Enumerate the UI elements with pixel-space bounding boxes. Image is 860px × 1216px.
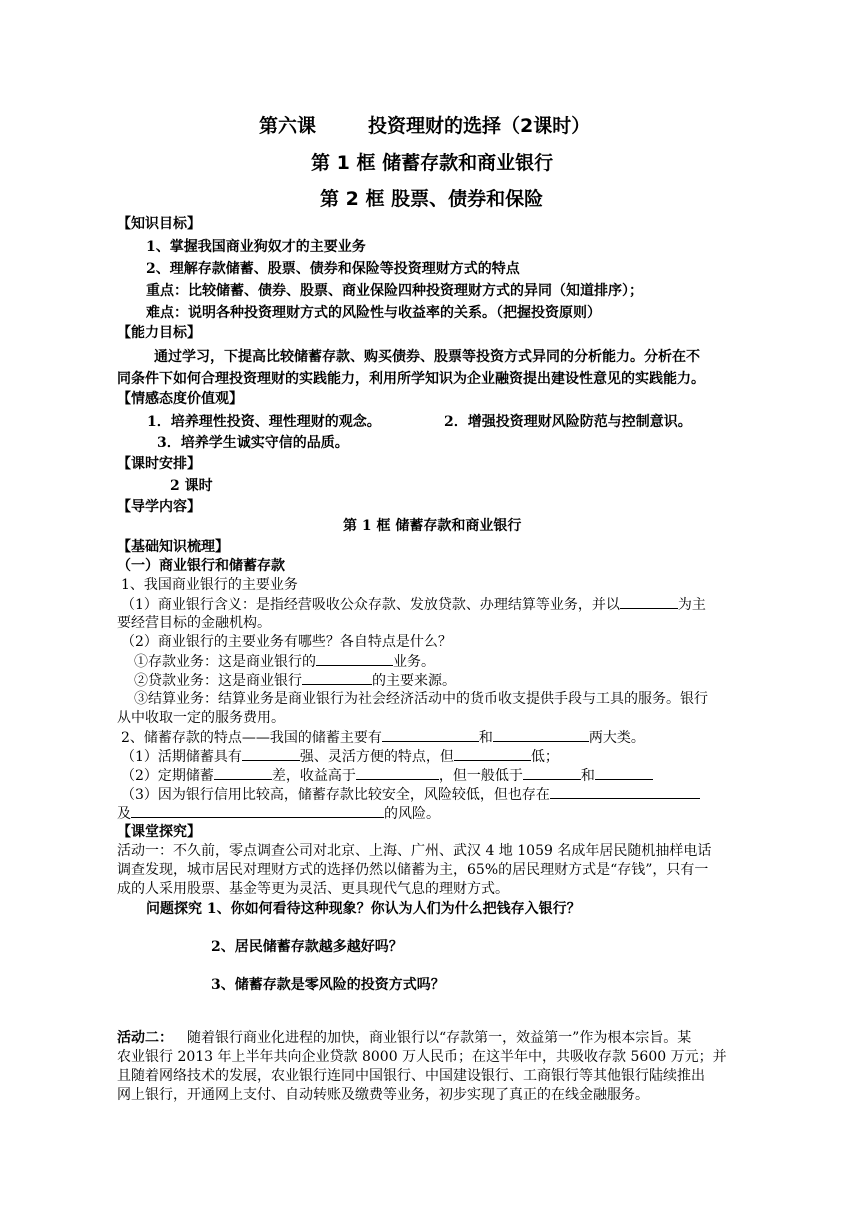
ability-line-2: 同条件下如何合理投资理财的实践能力，利用所学知识为企业融资提出建设性意见的实践能力。 [117,371,705,387]
emotion-item-1: 1．培养理性投资、理性理财的观念。 [147,414,381,430]
difficulty-point: 难点：说明各种投资理财方式的风险性与收益率的关系。（把握投资原则） [146,305,601,321]
basics-line-6: ②贷款业务：这是商业银行 的主要来源。 [134,673,456,689]
basics-part-1: （一）商业银行和储蓄存款 [117,558,285,574]
frame1-title: 第 1 框 储蓄存款和商业银行 [311,152,554,174]
emotion-item-2: 2．增强投资理财风险防范与控制意识。 [444,414,692,430]
activity2-line-4: 网上银行，开通网上支付、自动转账及缴费等业务，初步实现了真正的在线金融服务。 [117,1087,649,1103]
frame2-title: 第 2 框 股票、债券和保险 [320,188,544,210]
fill-blank [356,766,439,780]
emotion-item-3: 3．培养学生诚实守信的品质。 [157,435,349,451]
key-point: 重点：比较储蓄、债券、股票、商业保险四种投资理财方式的异同（知道排序）； [146,283,643,299]
activity1-line-3: 成的人采用股票、基金等更为灵活、更具现代气息的理财方式。 [117,881,509,897]
knowledge-item-2: 2、理解存款储蓄、股票、债券和保险等投资理财方式的特点 [146,261,520,277]
emotion-header: 【情感态度价值观】 [117,391,243,407]
fill-blank [620,595,678,609]
basics-line-9: 2、储蓄存款的特点——我国的储蓄主要有 和 两大类。 [121,730,645,746]
basics-line-5: ①存款业务：这是商业银行的 业务。 [134,654,435,670]
basics-line-1: 1、我国商业银行的主要业务 [121,577,298,593]
schedule-value: 2 课时 [170,478,213,494]
fill-blank [550,785,700,799]
fill-blank [595,766,653,780]
basics-line-11: （2）定期储蓄 差，收益高于 ，但一般低于 和 [121,766,653,785]
activity2-line-1: 活动二： 随着银行商业化进程的加快，商业银行以“存款第一，效益第一”作为根本宗旨。某 [117,1030,692,1046]
basics-line-2: （1）商业银行含义：是指经营吸收公众存款、发放贷款、办理结算等业务，并以 为主 [121,597,706,613]
basics-line-3: 要经营目标的金融机构。 [117,615,271,631]
fill-blank [242,747,300,761]
ability-line-1: 通过学习，下提高比较储蓄存款、购买债券、股票等投资方式异同的分析能力。分析在不 [154,349,700,365]
lesson-title: 第六课 投资理财的选择（2课时） [259,115,591,137]
fill-blank [454,747,531,761]
basics-line-13: 及 的风险。 [117,806,440,822]
activity1-line-2: 调查发现，城市居民对理财方式的选择仍然以储蓄为主，65%的居民理财方式是“存钱”，只有一 [117,862,709,878]
basics-header: 【基础知识梳理】 [117,539,229,555]
basics-line-12: （3）因为银行信用比较高，储蓄存款比较安全，风险较低，但也存在 [121,785,700,804]
fill-blank [302,671,372,685]
guide-header: 【导学内容】 [117,499,201,515]
fill-blank [131,804,384,818]
question-2: 2、居民储蓄存款越多越好吗？ [211,939,403,955]
fill-blank [382,728,479,742]
basics-line-8: 从中收取一定的服务费用。 [117,710,285,726]
question-3: 3、储蓄存款是零风险的投资方式吗？ [211,977,445,993]
ability-header: 【能力目标】 [117,325,201,341]
knowledge-item-1: 1、掌握我国商业狗奴才的主要业务 [146,239,366,255]
fill-blank [523,766,581,780]
knowledge-header: 【知识目标】 [117,216,201,232]
basics-line-7: ③结算业务：结算业务是商业银行为社会经济活动中的货币收支提供手段与工具的服务。银行 [134,691,708,707]
fill-blank [493,728,589,742]
classroom-header: 【课堂探究】 [117,824,201,840]
activity2-line-2: 农业银行 2013 年上半年共向企业贷款 8000 万人民币；在这半年中，共吸收存款 5600 万元；并 [117,1049,727,1065]
schedule-header: 【课时安排】 [117,456,201,472]
basics-line-10: （1）活期储蓄具有 强、灵活方便的特点，但 低； [121,749,559,765]
fill-blank [316,652,393,666]
guide-section-title: 第 1 框 储蓄存款和商业银行 [343,518,522,534]
activity2-line-3: 且随着网络技术的发展，农业银行连同中国银行、中国建设银行、工商银行等其他银行陆续推出 [117,1068,705,1084]
question-1: 问题探究 1、你如何看待这种现象？你认为人们为什么把钱存入银行？ [146,901,581,917]
fill-blank [214,766,272,780]
activity1-line-1: 活动一：不久前，零点调查公司对北京、上海、广州、武汉 4 地 1059 名成年居民随机抽样电话 [117,843,712,859]
basics-line-4: （2）商业银行的主要业务有哪些？各自特点是什么？ [121,634,452,650]
